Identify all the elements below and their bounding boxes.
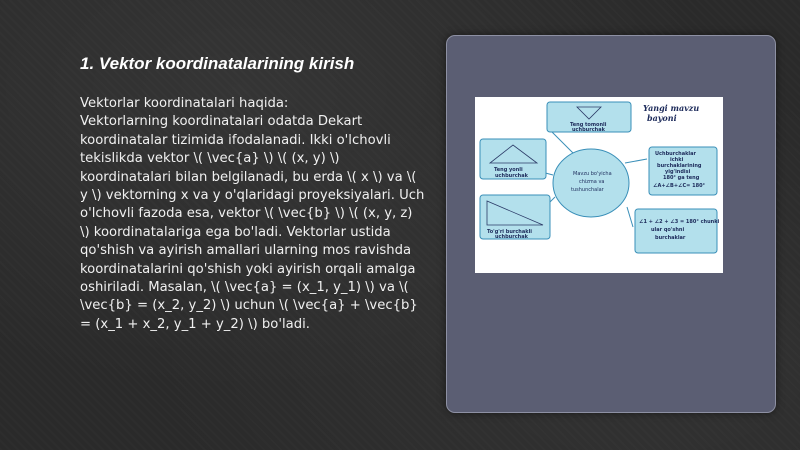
body-heading: Vektorlar koordinatalari haqida:: [80, 96, 289, 111]
right-top-line4: yig'indisi: [665, 169, 691, 175]
right-top-line5: 180° ga teng: [663, 175, 700, 181]
top-box-line2: uchburchak: [572, 127, 605, 133]
right-top-line3: burchaklarining: [657, 163, 702, 169]
diagram-image: [475, 97, 723, 273]
right-top-line2: ichki: [670, 157, 684, 163]
new-topic-line2: bayoni: [647, 113, 677, 123]
right-bottom-line3: burchaklar: [655, 235, 686, 241]
center-line1: Mavzu bo'yicha: [573, 171, 612, 177]
new-topic-line1: Yangi mavzu: [643, 103, 700, 113]
box-equilateral: [547, 102, 631, 133]
box-adjacent-angles: [635, 209, 720, 253]
right-top-line6: ∠A+∠B+∠C= 180°: [653, 183, 706, 189]
slide-title: 1. Vektor koordinatalarining kirish: [80, 54, 355, 73]
slide-body: [80, 95, 425, 334]
body-text: Vektorlarning koordinatalari odatda Dekart koordinatalar tizimida ifodalanadi. Ikki o'lchovli tekislikda vektor \( \vec{a} \) \( (x, y) \) koordinatalari bilan belgilanadi, bu erda \( x \) va \( y \) vektorning x va y o'qlaridagi proyeksiyalari. Uch o'lchovli fazoda esa, vektor \( \vec{b} \) \( (x, y, z) \) koordinatalariga ega bo'ladi. Vektorlar ustida qo'shish va ayirish amallari ularning mos ravishda koordinatalarini qo'shish yoki ayirish orqali amalga oshiriladi. Masalan, \( \vec{a} = (x_1, y_1) \) va \( \vec{b} = (x_2, y_2) \) uchun \( \vec{a} + \vec{b} = (x_1 + x_2, y_1 + y_2) \) bo'ladi.: [80, 114, 425, 332]
box-right-triangle: [480, 195, 550, 240]
center-line2: chizma va: [579, 179, 605, 185]
center-line3: tushunchalar: [571, 187, 604, 193]
right-bottom-line2: ular qo'shni: [651, 227, 685, 233]
left-box-line2: uchburchak: [495, 173, 528, 179]
bottom-box-line1: To'g'ri burchakli: [487, 229, 532, 235]
bottom-box-line2: uchburchak: [495, 234, 528, 240]
right-bottom-line1: ∠1 + ∠2 + ∠3 = 180° chunki: [639, 219, 720, 225]
right-top-line1: Uchburchaklar: [655, 151, 696, 157]
center-ellipse: [553, 149, 629, 217]
left-box-line1: Teng yonli: [494, 167, 523, 173]
box-angle-sum: [649, 147, 717, 195]
box-isosceles: [480, 139, 546, 179]
top-box-line1: Teng tomonli: [570, 122, 607, 128]
